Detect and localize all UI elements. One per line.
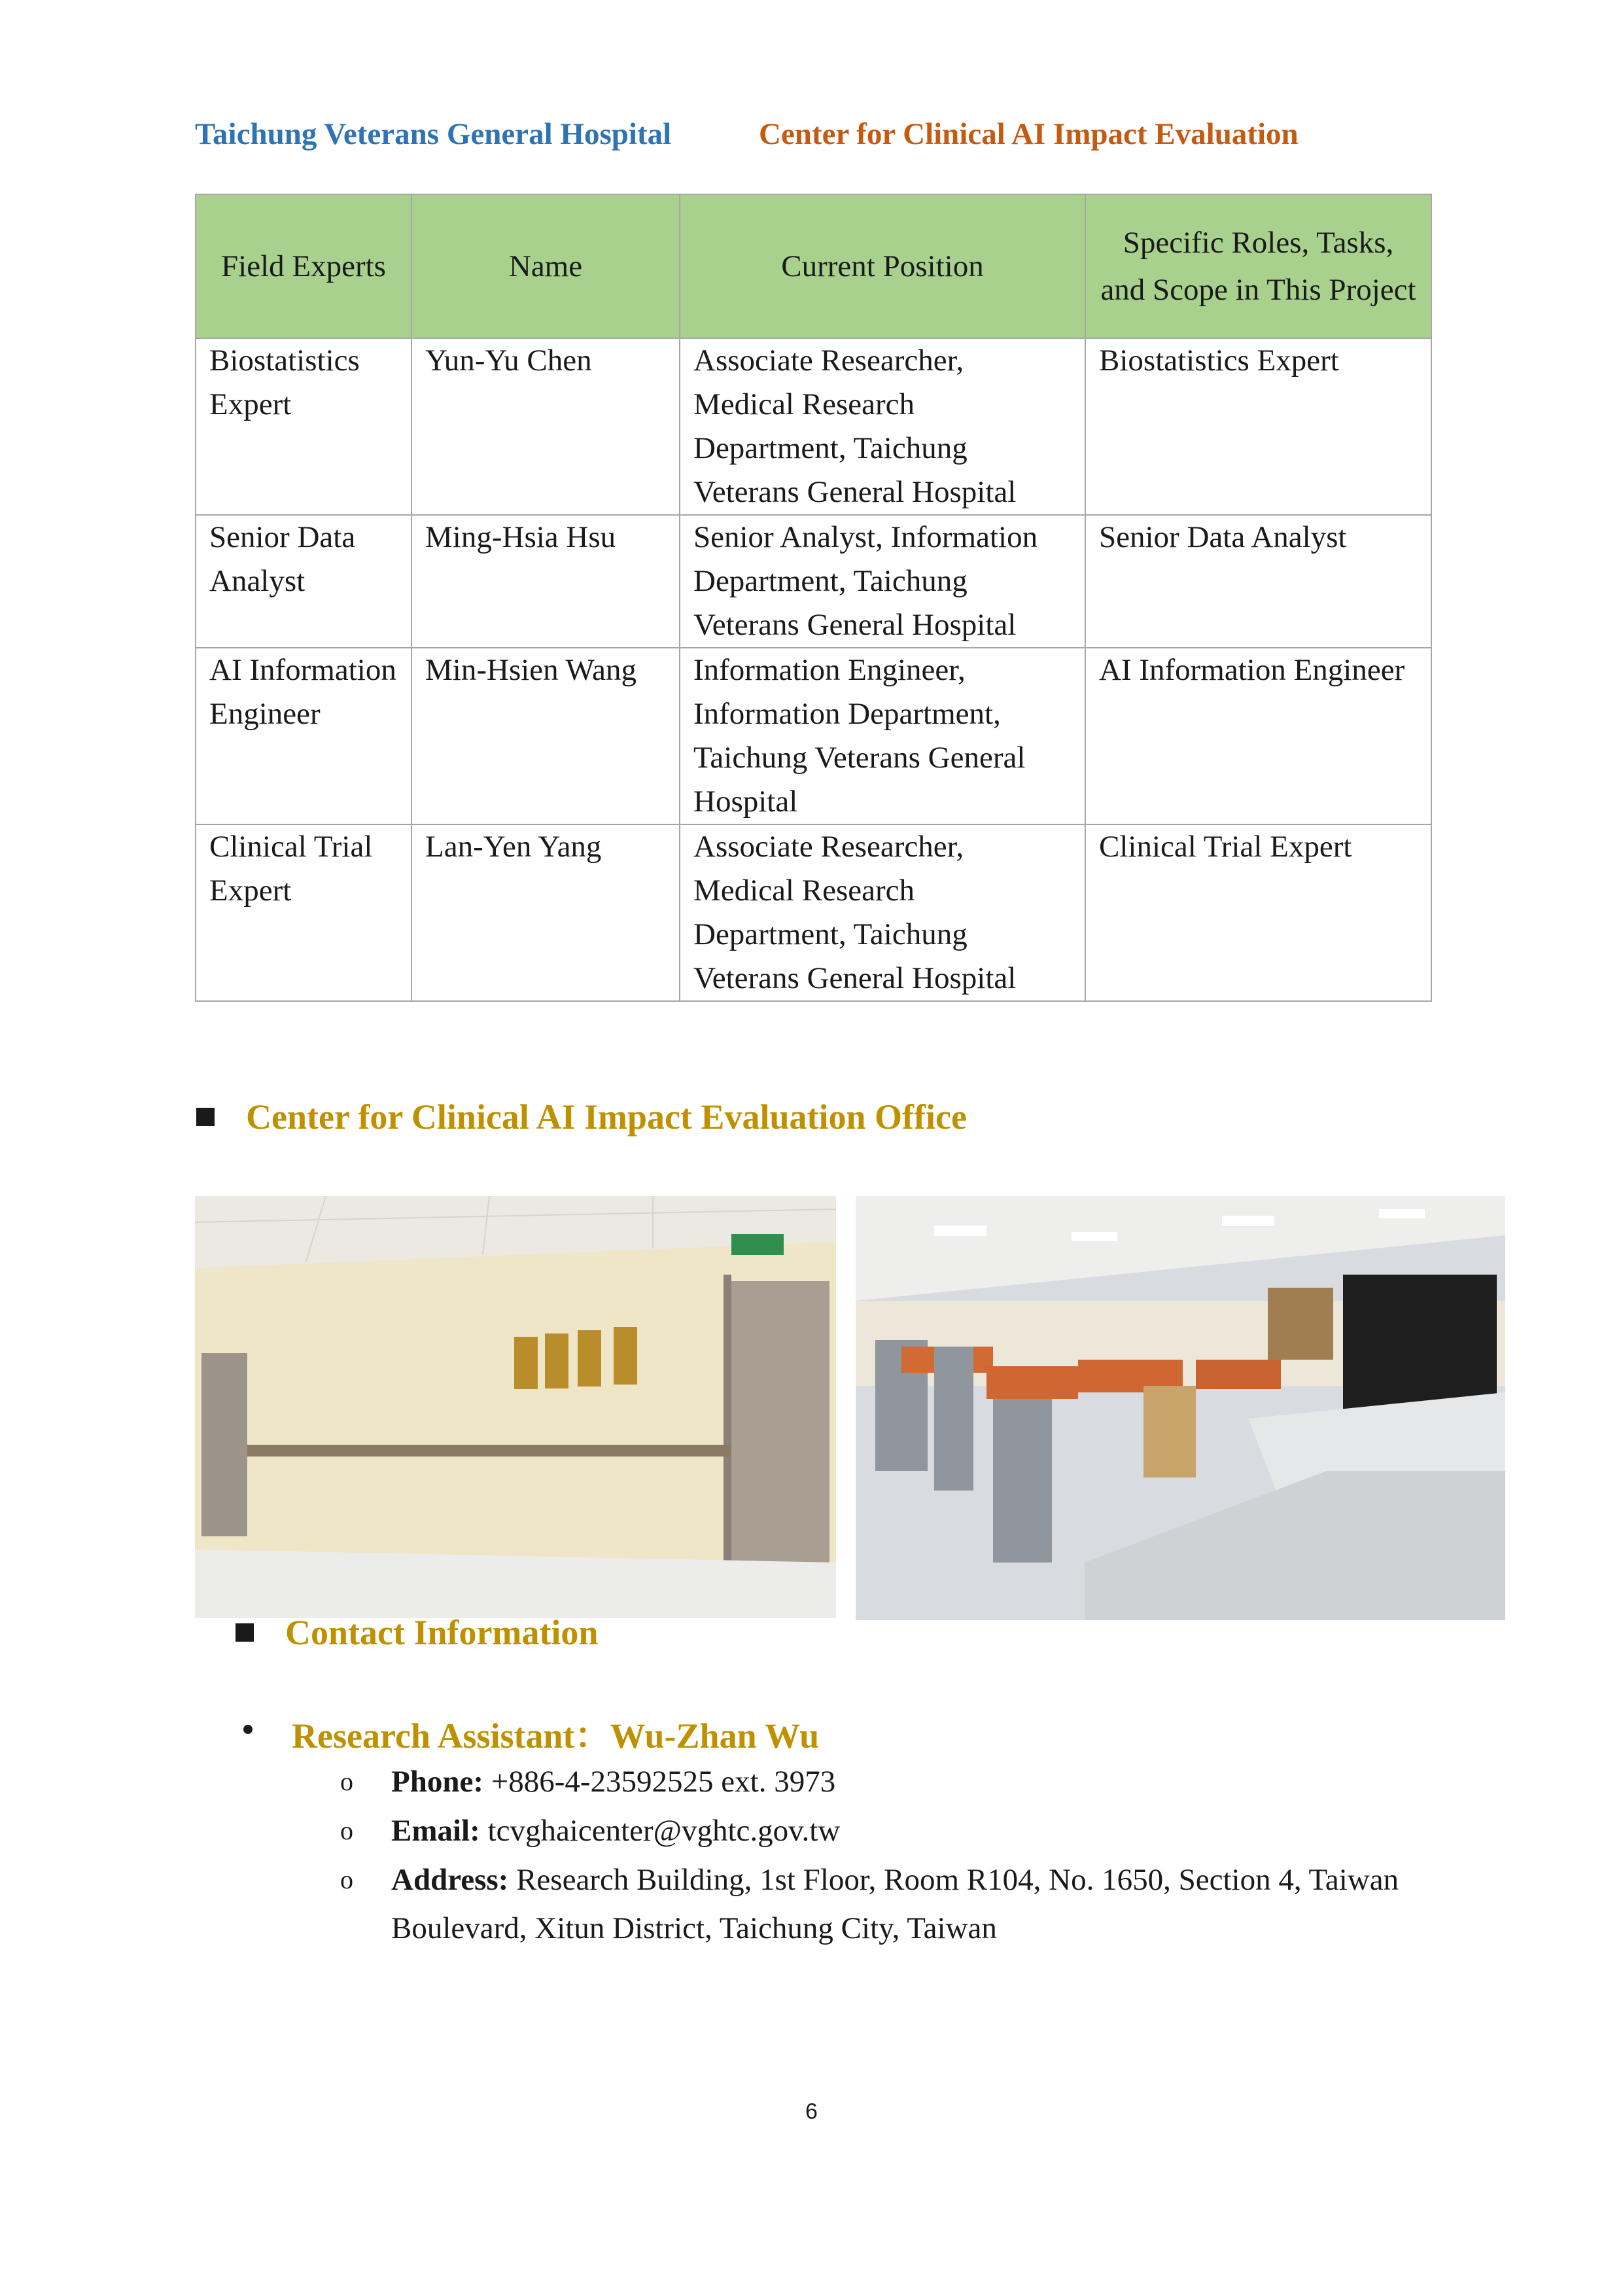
square-bullet-icon (236, 1623, 254, 1642)
table-cell: Min-Hsien Wang (411, 648, 680, 824)
table-cell: Clinical Trial Expert (196, 824, 411, 1001)
workspace-illustration (856, 1196, 1505, 1620)
table-cell: Senior Analyst, Information Department, Taichung Veterans General Hospital (680, 515, 1085, 648)
table-cell: Associate Researcher, Medical Research Department, Taichung Veterans General Hospital (680, 824, 1085, 1001)
address-line (340, 1856, 1452, 1952)
contact-section-title: Contact Information (285, 1613, 599, 1652)
table-row (196, 648, 1431, 824)
table-cell: Biostatistics Expert (1085, 338, 1431, 515)
circle-bullet-icon: o (340, 1816, 353, 1845)
column-header: Field Experts (196, 194, 411, 338)
phone-line (340, 1757, 1452, 1806)
table-row (196, 824, 1431, 1001)
bullet-icon (243, 1725, 253, 1734)
column-header: Specific Roles, Tasks, and Scope in This Project (1085, 194, 1431, 338)
table-cell: AI Information Engineer (196, 648, 411, 824)
column-header: Name (411, 194, 680, 338)
email-label: Email: (391, 1814, 480, 1848)
office-hallway-photo (195, 1196, 836, 1618)
hallway-illustration (195, 1196, 836, 1618)
office-section-title: Center for Clinical AI Impact Evaluation Office (246, 1097, 967, 1137)
field-experts-table (195, 194, 1432, 1002)
email-line (340, 1807, 1452, 1855)
phone-label: Phone: (391, 1765, 483, 1799)
address-label: Address: (391, 1863, 509, 1897)
table-cell: Clinical Trial Expert (1085, 824, 1431, 1001)
header-hospital-name: Taichung Veterans General Hospital (195, 117, 672, 151)
running-header (195, 116, 1438, 162)
office-section-heading (196, 1097, 967, 1137)
table-row (196, 338, 1431, 515)
table-cell: Biostatistics Expert (196, 338, 411, 515)
phone-value: +886-4-23592525 ext. 3973 (491, 1765, 836, 1799)
table-cell: Ming-Hsia Hsu (411, 515, 680, 648)
contact-person-name: Research Assistant：Wu-Zhan Wu (292, 1716, 820, 1756)
email-value[interactable]: tcvghaicenter@vghtc.gov.tw (487, 1814, 841, 1848)
table-cell: Senior Data Analyst (196, 515, 411, 648)
table-cell: Information Engineer, Information Department, Taichung Veterans General Hospital (680, 648, 1085, 824)
table-row (196, 515, 1431, 648)
office-workspace-photo (856, 1196, 1505, 1620)
circle-bullet-icon: o (340, 1767, 353, 1796)
contact-person (243, 1708, 819, 1758)
circle-bullet-icon: o (340, 1865, 353, 1894)
header-center-name: Center for Clinical AI Impact Evaluation (759, 117, 1299, 151)
table-cell: Associate Researcher, Medical Research Department, Taichung Veterans General Hospital (680, 338, 1085, 515)
table-cell: Lan-Yen Yang (411, 824, 680, 1001)
table-cell: Yun-Yu Chen (411, 338, 680, 515)
page-number: 6 (805, 2099, 818, 2124)
table-cell: Senior Data Analyst (1085, 515, 1431, 648)
contact-section-heading (236, 1612, 598, 1653)
address-value: Research Building, 1st Floor, Room R104, No. 1650, Section 4, Taiwan Boulevard, Xitun District, Taichung City, Taiwan (391, 1863, 1399, 1945)
table-cell: AI Information Engineer (1085, 648, 1431, 824)
table-header-row (196, 194, 1431, 338)
column-header: Current Position (680, 194, 1085, 338)
square-bullet-icon (196, 1108, 215, 1126)
